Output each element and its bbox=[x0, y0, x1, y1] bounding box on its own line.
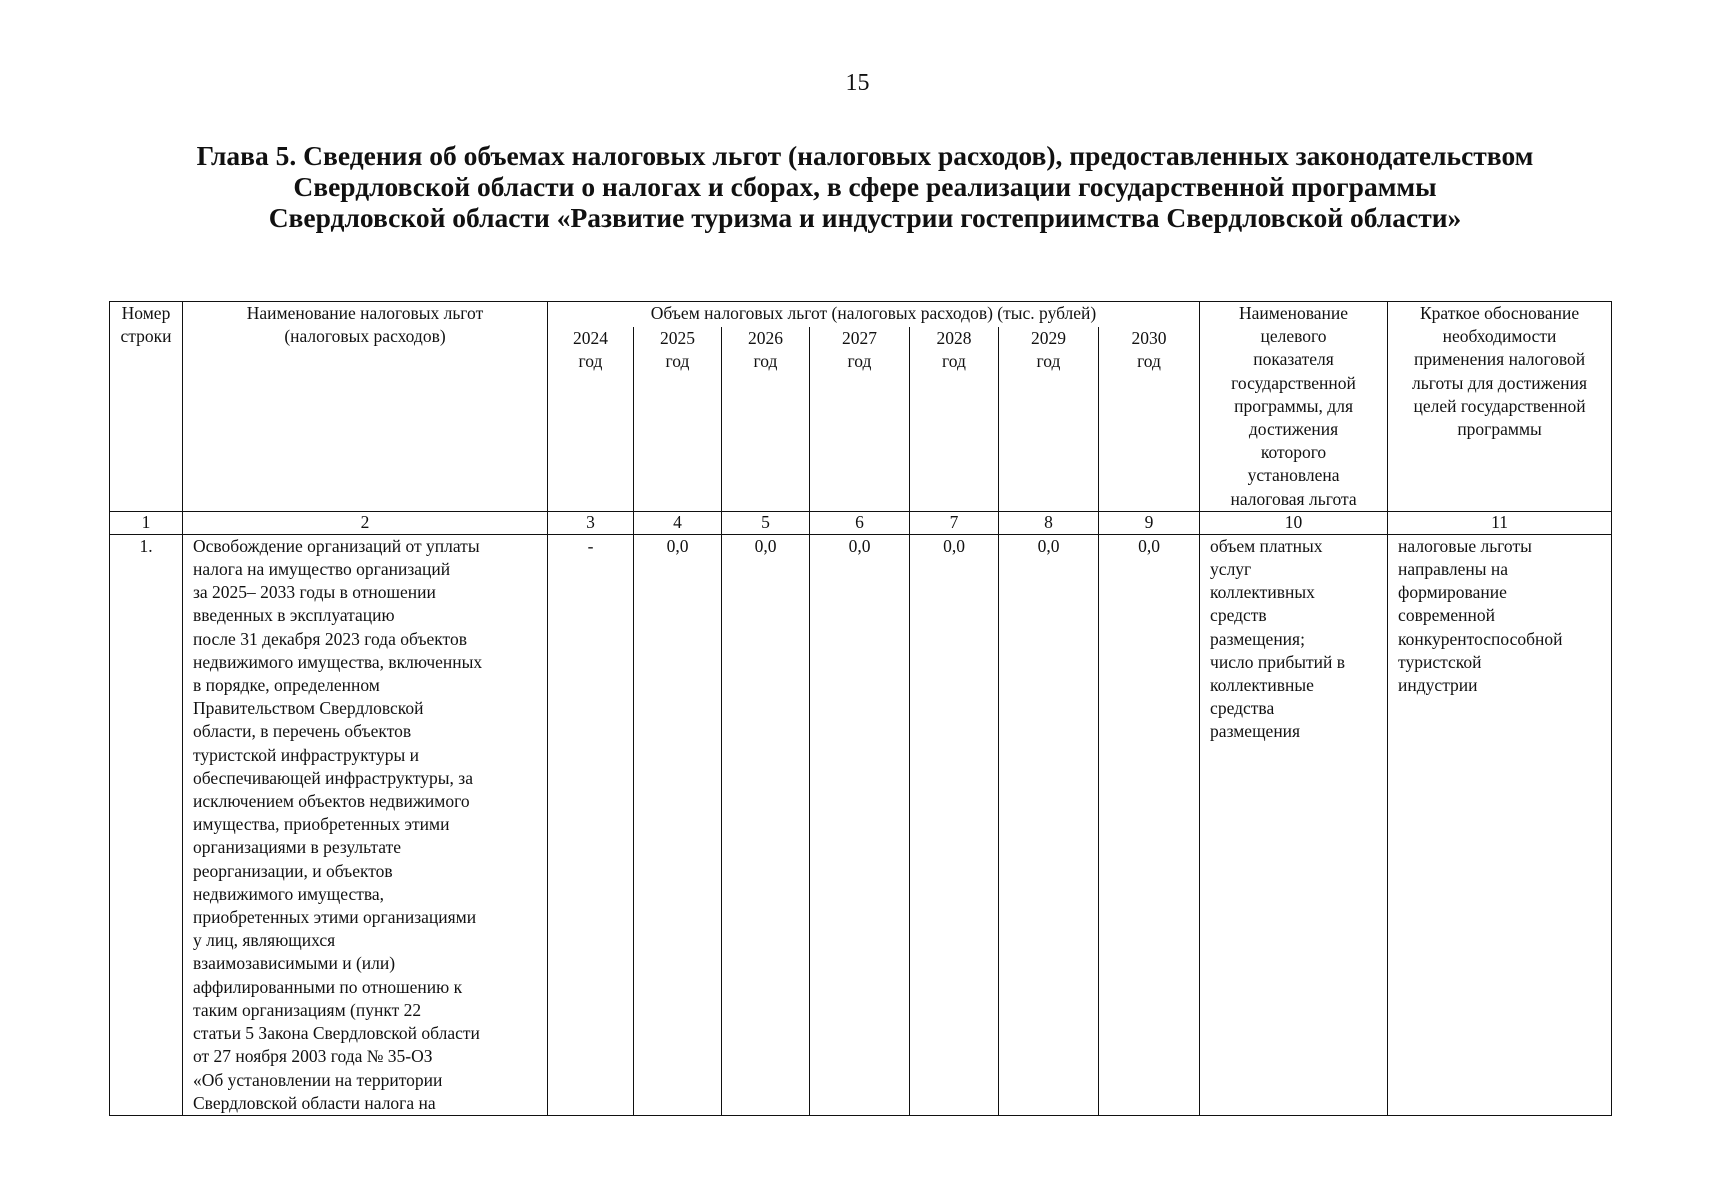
header-target-indicator: Наименование целевого показателя государственной программы, для достижения которого установлена налоговая льгота bbox=[1200, 302, 1388, 512]
benefit-value: 0,0 bbox=[634, 534, 722, 1115]
column-number: 7 bbox=[910, 511, 999, 534]
tax-benefits-table bbox=[109, 301, 1612, 1116]
header-year: 2026 год bbox=[722, 327, 810, 512]
page-number: 15 bbox=[845, 70, 870, 96]
column-number: 3 bbox=[548, 511, 634, 534]
benefit-value: 0,0 bbox=[1099, 534, 1200, 1115]
benefit-value: 0,0 bbox=[722, 534, 810, 1115]
header-benefit-volume: Объем налоговых льгот (налоговых расходов) (тыс. рублей) bbox=[548, 302, 1200, 327]
column-number: 8 bbox=[999, 511, 1099, 534]
header-year: 2028 год bbox=[910, 327, 999, 512]
column-number: 5 bbox=[722, 511, 810, 534]
column-number: 1 bbox=[110, 511, 183, 534]
column-number: 2 bbox=[183, 511, 548, 534]
header-year: 2029 год bbox=[999, 327, 1099, 512]
chapter-title bbox=[120, 140, 1610, 233]
column-number-row bbox=[110, 511, 1612, 534]
benefit-value: 0,0 bbox=[910, 534, 999, 1115]
chapter-title-line: Свердловской области «Развитие туризма и индустрии гостеприимства Свердловской области» bbox=[268, 202, 1462, 233]
column-number: 6 bbox=[810, 511, 910, 534]
header-justification: Краткое обоснование необходимости применения налоговой льготы для достижения целей государственной программы bbox=[1388, 302, 1612, 512]
target-indicator: объем платных услуг коллективных средств размещения; число прибытий в коллективные средства размещения bbox=[1200, 534, 1388, 1115]
header-year: 2025 год bbox=[634, 327, 722, 512]
justification: налоговые льготы направлены на формирование современной конкурентоспособной туристской индустрии bbox=[1388, 534, 1612, 1115]
column-number: 11 bbox=[1388, 511, 1612, 534]
benefit-value: 0,0 bbox=[810, 534, 910, 1115]
header-benefit-name: Наименование налоговых льгот (налоговых расходов) bbox=[183, 302, 548, 512]
benefit-value: 0,0 bbox=[999, 534, 1099, 1115]
chapter-title-line: Глава 5. Сведения об объемах налоговых льгот (налоговых расходов), предоставленных законодательством bbox=[196, 140, 1534, 171]
column-number: 4 bbox=[634, 511, 722, 534]
header-row-number: Номер строки bbox=[110, 302, 183, 512]
row-number: 1. bbox=[110, 534, 183, 1115]
table-row bbox=[110, 534, 1612, 1115]
header-year: 2030 год bbox=[1099, 327, 1200, 512]
column-number: 9 bbox=[1099, 511, 1200, 534]
benefit-value: - bbox=[548, 534, 634, 1115]
column-number: 10 bbox=[1200, 511, 1388, 534]
chapter-title-line: Свердловской области о налогах и сборах, в сфере реализации государственной программы bbox=[293, 171, 1437, 202]
benefit-name: Освобождение организаций от уплаты налога на имущество организаций за 2025– 2033 годы в отношении введенных в эксплуатацию после 31 декабря 2023 года объектов недвижимого имущества, включенных в порядке, определенном Правительством Свердловской области, в перечень объектов туристской инфраструктуры и обеспечивающей инфраструктуры, за исключением объектов недвижимого имущества, приобретенных этими организациями в результате реорганизации, и объектов недвижимого имущества, приобретенных этими организациями у лиц, являющихся взаимозависимыми и (или) аффилированными по отношению к таким организациям (пункт 22 статьи 5 Закона Свердловской области от 27 ноября 2003 года № 35-ОЗ «Об установлении на территории Свердловской области налога на bbox=[183, 534, 548, 1115]
header-year: 2024 год bbox=[548, 327, 634, 512]
header-year: 2027 год bbox=[810, 327, 910, 512]
